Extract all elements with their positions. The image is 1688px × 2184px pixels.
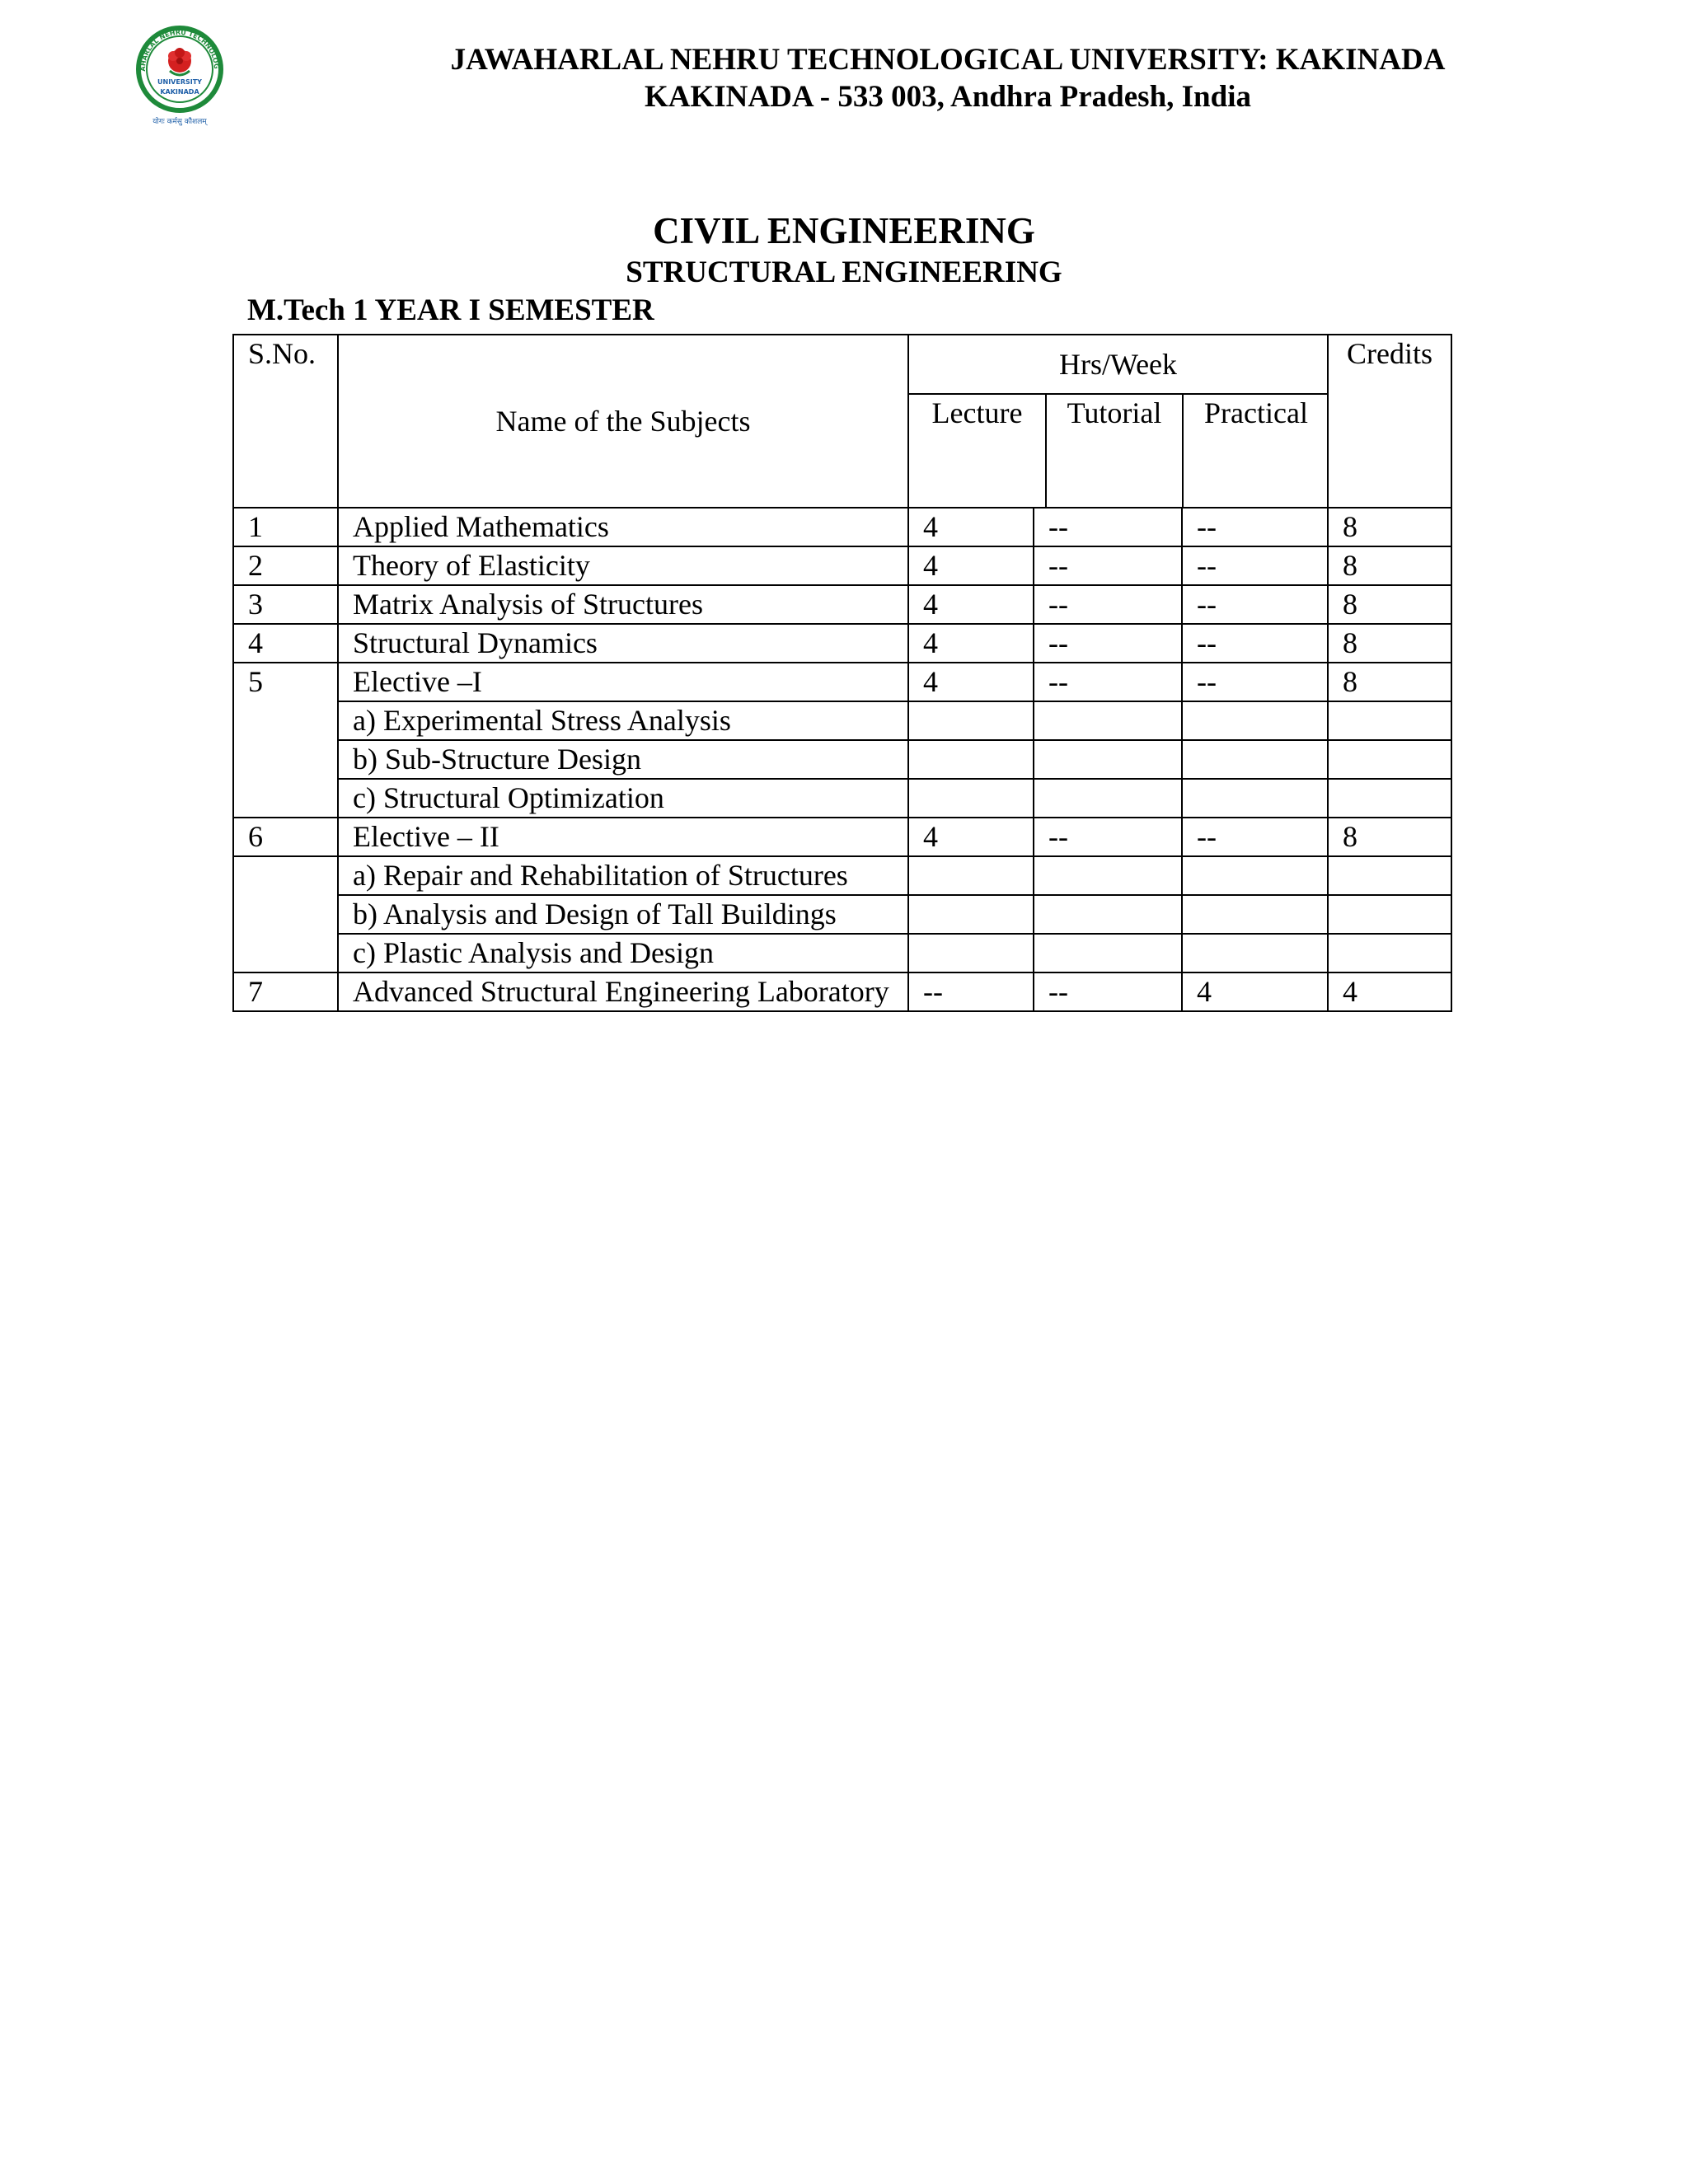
cell-lecture: 4 <box>908 818 1034 856</box>
cell-practical: 4 <box>1182 972 1328 1011</box>
header-subject: Name of the Subjects <box>338 335 908 508</box>
semester-title: M.Tech 1 YEAR I SEMESTER <box>247 293 654 327</box>
cell-sno: 4 <box>233 624 338 663</box>
department-title: CIVIL ENGINEERING <box>653 210 1035 251</box>
cell-subject: Advanced Structural Engineering Laboratory <box>338 972 908 1011</box>
cell-subject: c) Structural Optimization <box>338 779 908 818</box>
cell-lecture <box>908 740 1034 779</box>
university-address: KAKINADA - 533 003, Andhra Pradesh, India <box>644 80 1251 114</box>
logo-arc-top-text: AHARLAL NEHRU TECHNOLOG <box>138 28 221 72</box>
header-credits: Credits <box>1328 335 1451 508</box>
cell-credits: 8 <box>1328 585 1451 624</box>
table-header-row <box>233 335 1451 394</box>
table-row <box>233 856 1451 895</box>
cell-practical <box>1182 740 1328 779</box>
cell-lecture: 4 <box>908 663 1034 701</box>
cell-tutorial: -- <box>1034 585 1182 624</box>
cell-tutorial: -- <box>1034 624 1182 663</box>
table-row <box>233 779 1451 818</box>
table-row <box>233 701 1451 740</box>
table-row <box>233 818 1451 856</box>
cell-sno: 1 <box>233 508 338 546</box>
cell-lecture: 4 <box>908 546 1034 585</box>
cell-lecture: 4 <box>908 508 1034 546</box>
university-name: JAWAHARLAL NEHRU TECHNOLOGICAL UNIVERSITY: KAKINADA <box>450 43 1446 77</box>
university-logo <box>134 23 226 132</box>
cell-tutorial <box>1034 895 1182 934</box>
header-sno: S.No. <box>233 335 338 508</box>
specialization-title: STRUCTURAL ENGINEERING <box>626 255 1062 289</box>
cell-practical <box>1182 701 1328 740</box>
cell-lecture <box>908 701 1034 740</box>
cell-tutorial <box>1034 740 1182 779</box>
cell-sno: 7 <box>233 972 338 1011</box>
cell-lecture: 4 <box>908 624 1034 663</box>
cell-practical: -- <box>1182 624 1328 663</box>
cell-lecture <box>908 895 1034 934</box>
cell-practical: -- <box>1182 508 1328 546</box>
table-row <box>233 663 1451 701</box>
cell-subject: Structural Dynamics <box>338 624 908 663</box>
university-seal-icon <box>134 23 226 132</box>
cell-credits: 8 <box>1328 663 1451 701</box>
cell-credits <box>1328 934 1451 972</box>
cell-subject: b) Analysis and Design of Tall Buildings <box>338 895 908 934</box>
cell-sno: 6 <box>233 818 338 856</box>
table-row <box>233 895 1451 934</box>
table-row <box>233 934 1451 972</box>
table-row <box>233 585 1451 624</box>
header-lecture: Lecture <box>909 395 1046 507</box>
cell-practical: -- <box>1182 546 1328 585</box>
cell-lecture <box>908 934 1034 972</box>
cell-practical <box>1182 856 1328 895</box>
cell-tutorial: -- <box>1034 663 1182 701</box>
cell-practical: -- <box>1182 585 1328 624</box>
cell-subject: Elective – II <box>338 818 908 856</box>
cell-tutorial: -- <box>1034 972 1182 1011</box>
cell-practical <box>1182 895 1328 934</box>
cell-tutorial: -- <box>1034 546 1182 585</box>
cell-credits <box>1328 779 1451 818</box>
cell-subject: a) Experimental Stress Analysis <box>338 701 908 740</box>
cell-credits <box>1328 740 1451 779</box>
cell-sno: 3 <box>233 585 338 624</box>
cell-practical <box>1182 934 1328 972</box>
cell-sno <box>233 856 338 972</box>
cell-credits: 8 <box>1328 546 1451 585</box>
cell-credits: 4 <box>1328 972 1451 1011</box>
cell-tutorial <box>1034 779 1182 818</box>
header-hrs-week: Hrs/Week <box>908 335 1328 394</box>
cell-subject: Theory of Elasticity <box>338 546 908 585</box>
logo-city-text: KAKINADA <box>160 88 199 96</box>
table-row <box>233 624 1451 663</box>
cell-lecture <box>908 856 1034 895</box>
cell-sno: 2 <box>233 546 338 585</box>
cell-credits <box>1328 895 1451 934</box>
cell-subject: c) Plastic Analysis and Design <box>338 934 908 972</box>
logo-university-text: UNIVERSITY <box>157 78 202 86</box>
hrs-week-subheaders <box>908 394 1328 508</box>
cell-credits <box>1328 701 1451 740</box>
cell-lecture: 4 <box>908 585 1034 624</box>
rose-emblem-icon <box>168 48 191 75</box>
cell-tutorial: -- <box>1034 508 1182 546</box>
logo-motto-text: योगः कर्मसु कौशलम् <box>152 118 207 126</box>
cell-lecture <box>908 779 1034 818</box>
cell-credits: 8 <box>1328 508 1451 546</box>
header-tutorial: Tutorial <box>1046 395 1183 507</box>
table-row <box>233 972 1451 1011</box>
cell-sno: 5 <box>233 663 338 818</box>
cell-subject: Matrix Analysis of Structures <box>338 585 908 624</box>
cell-practical: -- <box>1182 663 1328 701</box>
cell-subject: b) Sub-Structure Design <box>338 740 908 779</box>
table-row <box>233 740 1451 779</box>
table-row <box>233 546 1451 585</box>
cell-practical: -- <box>1182 818 1328 856</box>
cell-tutorial: -- <box>1034 818 1182 856</box>
cell-lecture: -- <box>908 972 1034 1011</box>
cell-credits: 8 <box>1328 624 1451 663</box>
cell-tutorial <box>1034 701 1182 740</box>
header-practical: Practical <box>1204 396 1308 429</box>
cell-subject: Applied Mathematics <box>338 508 908 546</box>
table-row <box>233 508 1451 546</box>
cell-credits <box>1328 856 1451 895</box>
cell-subject: Elective –I <box>338 663 908 701</box>
cell-tutorial <box>1034 856 1182 895</box>
cell-practical <box>1182 779 1328 818</box>
cell-subject: a) Repair and Rehabilitation of Structures <box>338 856 908 895</box>
cell-tutorial <box>1034 934 1182 972</box>
course-table <box>232 334 1452 1012</box>
cell-credits: 8 <box>1328 818 1451 856</box>
